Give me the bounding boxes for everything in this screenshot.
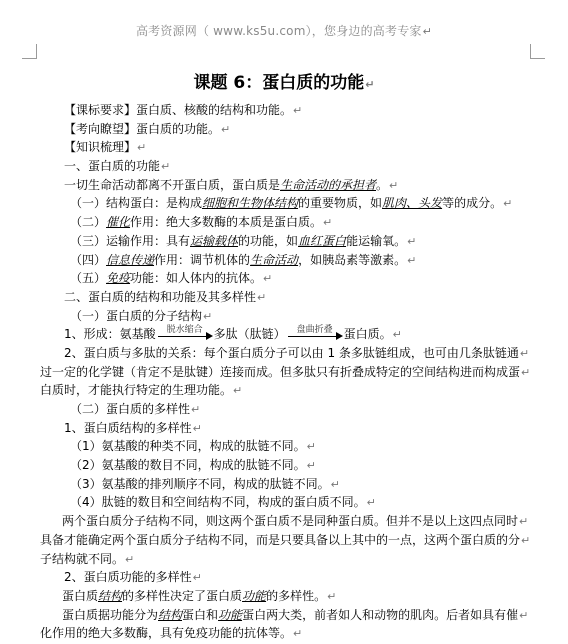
arrow-head-icon — [336, 332, 343, 340]
paragraph-mark-icon: ↵ — [203, 309, 213, 323]
text-line — [40, 437, 540, 456]
paragraph-mark-icon: ↵ — [392, 328, 402, 342]
text-run: 蛋白和 — [182, 607, 219, 622]
paragraph-mark-icon: ↵ — [125, 552, 135, 566]
text-run: （二）蛋白质的多样性 — [70, 402, 191, 416]
text-line — [40, 587, 540, 606]
text-run: ，如胰岛素等激素。 — [298, 252, 407, 267]
text-run: 多肽（肽链） — [213, 327, 286, 342]
text-run: 2、蛋白质功能的多样性 — [64, 570, 192, 585]
text-line — [40, 512, 540, 531]
text-run: 一切生命活动都离不开蛋白质，蛋白质是 — [64, 177, 281, 192]
paragraph-mark-icon: ↵ — [306, 440, 316, 454]
reaction-arrow — [156, 324, 214, 342]
reaction-arrow — [286, 324, 344, 342]
underlined-term: 功能 — [218, 607, 243, 622]
paragraph-mark-icon: ↵ — [389, 178, 399, 192]
text-run: 一、蛋白质的功能 — [64, 159, 161, 174]
text-run: 蛋白质 — [62, 588, 99, 603]
text-run: （三）运输作用：具有 — [70, 233, 191, 248]
underlined-term: 催化 — [106, 215, 131, 230]
text-run: 【课标要求】蛋白质、核酸的结构和功能。 — [64, 103, 293, 117]
text-run: 功能：如人体内的抗体。 — [130, 271, 263, 286]
text-line — [40, 568, 540, 587]
underlined-term: 生命活动的承担者 — [280, 177, 377, 192]
underlined-term: 免疫 — [106, 271, 131, 286]
text-run: （一）结构蛋白：是构成 — [70, 196, 203, 211]
text-run: 蛋白质据功能分为 — [62, 607, 159, 622]
paragraph-mark-icon: ↵ — [422, 25, 433, 38]
text-line — [40, 606, 540, 625]
text-run: 能运输氧。 — [346, 233, 407, 248]
paragraph-mark-icon: ↵ — [191, 403, 201, 416]
underlined-term: 运输载体 — [190, 233, 239, 248]
text-line — [40, 493, 540, 512]
paragraph-mark-icon: ↵ — [365, 78, 375, 91]
text-line — [40, 101, 540, 120]
text-line — [40, 550, 540, 569]
text-line — [40, 138, 540, 157]
text-run: 等的成分。 — [442, 196, 503, 211]
text-line — [40, 251, 540, 270]
paragraph-mark-icon: ↵ — [221, 122, 231, 136]
text-line — [40, 213, 540, 232]
text-line — [40, 381, 540, 400]
text-run: （五） — [70, 271, 107, 286]
text-line — [40, 232, 540, 251]
paragraph-mark-icon: ↵ — [293, 627, 303, 641]
paragraph-mark-icon: ↵ — [521, 365, 531, 379]
paragraph-mark-icon: ↵ — [503, 197, 513, 211]
arrow-label: 盘曲折叠 — [296, 324, 333, 335]
underlined-term: 结构 — [158, 607, 183, 622]
underlined-term: 信息传递 — [106, 252, 155, 267]
text-run: （二） — [70, 215, 107, 230]
text-line — [40, 176, 540, 195]
text-line — [40, 288, 540, 307]
paragraph-mark-icon: ↵ — [323, 216, 333, 230]
paragraph-mark-icon: ↵ — [137, 141, 147, 155]
text-run: 二、蛋白质的结构和功能及其多样性 — [64, 289, 257, 304]
text-line — [40, 531, 540, 550]
paragraph-mark-icon: ↵ — [521, 533, 531, 547]
underlined-term: 血红蛋白 — [298, 233, 347, 248]
text-run: 蛋白两大类，前者如人和动物的肌肉。后者如具有催 — [242, 607, 519, 622]
text-line — [40, 120, 540, 139]
text-run: 子结构就不同。 — [40, 551, 125, 566]
text-run: （2）氨基酸的数目不同，构成的肽链不同。 — [70, 458, 306, 473]
text-run: 。 — [376, 177, 389, 192]
text-run: （3）氨基酸的排列顺序不同，构成的肽链不同。 — [70, 476, 330, 491]
text-run: 蛋白质。 — [343, 327, 392, 342]
paragraph-mark-icon: ↵ — [233, 384, 243, 398]
text-run: 1、形成：氨基酸 — [64, 327, 156, 342]
paragraph-mark-icon: ↵ — [519, 346, 530, 360]
title-text: 课题 6：蛋白质的功能 — [193, 73, 365, 93]
paragraph-mark-icon: ↵ — [407, 253, 417, 267]
text-line — [40, 456, 540, 475]
paragraph-mark-icon: ↵ — [330, 477, 340, 491]
paragraph-mark-icon: ↵ — [366, 496, 376, 510]
underlined-term: 生命活动 — [250, 252, 299, 267]
header-text: 高考资源网（ www.ks5u.com），您身边的高考专家 — [135, 24, 422, 38]
text-run: 两个蛋白质分子结构不同，则这两个蛋白质不是同种蛋白质。但并不是以上这四点同时 — [62, 514, 519, 529]
paragraph-mark-icon: ↵ — [293, 104, 303, 117]
text-line — [40, 325, 540, 344]
paragraph-mark-icon: ↵ — [519, 515, 529, 529]
text-run: 【考向瞭望】蛋白质的功能。 — [64, 121, 221, 136]
text-run: 的重要物质，如 — [298, 196, 383, 211]
text-run: 过一定的化学键（肯定不是肽键）连接而成。但多肽只有折叠成特定的空间结构进而构成蛋 — [40, 364, 521, 379]
margin-corner-mark-left — [22, 44, 37, 59]
text-run: 2、蛋白质与多肽的关系：每个蛋白质分子可以由 1 条多肽链组成，也可由几条肽链通 — [64, 345, 519, 360]
document-title — [0, 68, 568, 93]
text-run: 的功能，如 — [238, 233, 299, 248]
paragraph-mark-icon: ↵ — [192, 421, 202, 435]
underlined-term: 功能 — [242, 588, 267, 603]
text-run: 【知识梳理】 — [64, 140, 137, 155]
text-run: 的多样性。 — [266, 588, 327, 603]
text-line — [40, 419, 540, 438]
text-run: 作用：绝大多数酶的本质是蛋白质。 — [130, 215, 323, 230]
text-run: 白质时，才能执行特定的生理功能。 — [40, 383, 233, 398]
margin-corner-mark-right — [530, 44, 545, 59]
text-line — [40, 400, 540, 419]
arrow-shaft — [288, 336, 338, 337]
paragraph-mark-icon: ↵ — [519, 608, 529, 622]
text-run: （1）氨基酸的种类不同，构成的肽链不同。 — [70, 439, 306, 454]
underlined-term: 细胞和生物体结构 — [202, 196, 299, 211]
paragraph-mark-icon: ↵ — [263, 272, 273, 286]
text-line — [40, 363, 540, 382]
text-line — [40, 344, 540, 363]
arrow-head-icon — [206, 332, 213, 340]
text-run: 作用：调节机体的 — [154, 252, 251, 267]
arrow-shaft — [158, 336, 208, 337]
text-run: （一）蛋白质的分子结构 — [70, 308, 203, 323]
text-run: 1、蛋白质结构的多样性 — [64, 420, 192, 435]
underlined-term: 结构 — [98, 588, 123, 603]
arrow-label: 脱水缩合 — [166, 324, 203, 335]
text-run: （4）肽链的数目和空间结构不同，构成的蛋白质不同。 — [70, 495, 366, 510]
text-run: （四） — [70, 252, 107, 267]
text-line — [40, 269, 540, 288]
paragraph-mark-icon: ↵ — [161, 160, 171, 174]
text-line — [40, 624, 540, 643]
text-run: 具备才能确定两个蛋白质分子结构不同，而是只要具备以上其中的一点，这两个蛋白质的分 — [40, 532, 521, 547]
underlined-term: 肌肉、头发 — [382, 196, 443, 211]
paragraph-mark-icon: ↵ — [306, 459, 316, 473]
text-line — [40, 475, 540, 494]
document-body — [40, 101, 540, 643]
text-line — [40, 157, 540, 176]
text-run: 化作用的绝大多数酶，具有免疫功能的抗体等。 — [40, 626, 293, 641]
text-line — [40, 194, 540, 213]
paragraph-mark-icon: ↵ — [327, 589, 337, 603]
text-run: 的多样性决定了蛋白质 — [122, 588, 243, 603]
paragraph-mark-icon: ↵ — [407, 234, 417, 248]
paragraph-mark-icon: ↵ — [257, 290, 267, 304]
paragraph-mark-icon: ↵ — [192, 571, 202, 585]
page-header — [0, 22, 568, 39]
